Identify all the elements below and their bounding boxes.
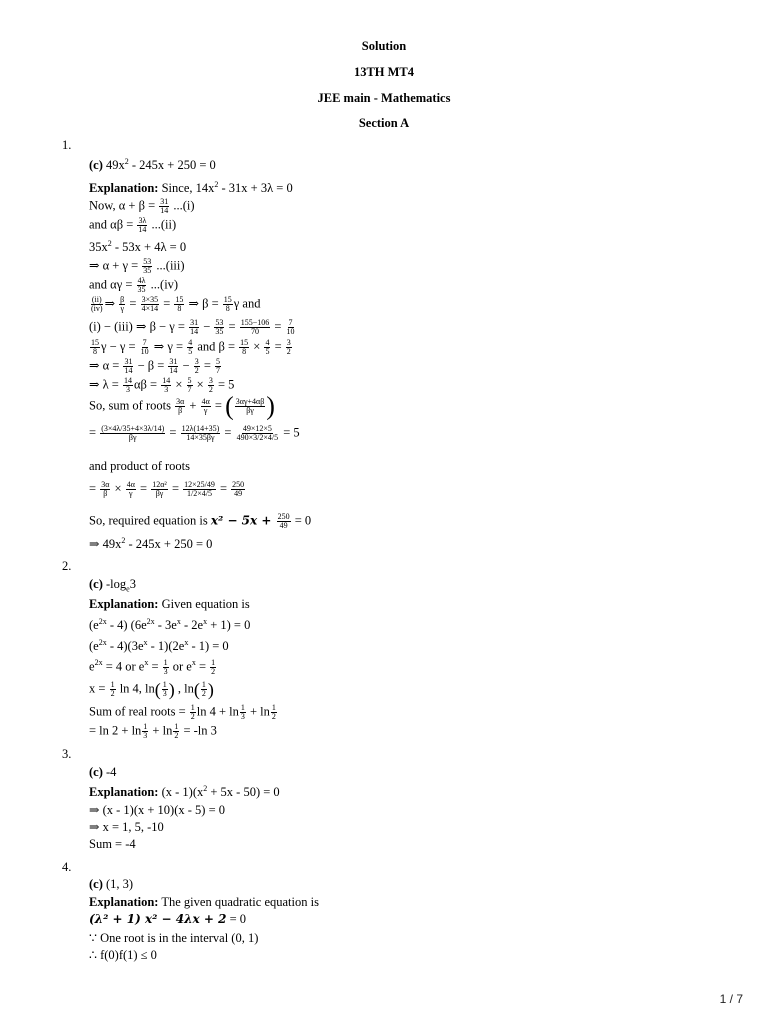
q1-line-and: and αβ = $\frac{3\lambda}{14}$ ...(ii)	[89, 216, 177, 234]
q1-line-product2: = $\frac{3\alpha}{\beta}$ × $\frac{4\alpha}{\gamma}$ = $\frac{\text{12α²}}{\beta\gamma}$ = $\frac{12\times 25/49}{1/2\times 4/5}$ = $\frac{250}{49}$	[89, 480, 245, 498]
q4-line-1: (λ² + 1) x² − 4λx + 2 = 0	[89, 912, 247, 926]
q1-answer: (c) $49x^2 - 245x + 250 = 0$	[89, 156, 216, 172]
q1-eq2: $35x^2 - 53x + 4\lambda = 0$	[89, 238, 187, 254]
q2-line-1: $(e^{2x} - 4)$ $(6e^{2x} - 3e^x - 2e^x + 1) = 0$	[89, 616, 251, 632]
q2-line-3: $e^{2x} = 4$ or $e^x$ = $\frac{1}{3}$ or $e^x$ = $\frac{1}{2}$	[89, 658, 216, 676]
q2-line-4: x = $\frac{1}{2}$ ln 4, ln( $\frac{1}{3}$ ) , ln( $\frac{1}{2}$ )	[89, 679, 214, 700]
page-title: Solution	[361, 39, 407, 53]
q4-line-3: ∴ f(0)f(1) ≤ 0	[89, 948, 157, 962]
q4-explanation: Explanation: The given quadratic equation is	[89, 895, 319, 909]
q3-line-2: ⇒ x = 1, 5, -10	[89, 820, 164, 834]
q1-line-iv: and αγ = $\frac{4\lambda}{35}$ ...(iv)	[89, 276, 179, 294]
q3-answer: (c) -4	[89, 765, 117, 779]
q2-line-6: = ln 2 + ln $\frac{1}{3}$ + ln $\frac{1}{2}$ = -ln 3	[89, 722, 217, 740]
q1-line-product: and product of roots	[89, 459, 191, 473]
q1-line-final: ⇒ $49x^2 - 245x + 250 = 0$	[89, 535, 213, 551]
q2-answer: (c) $-\log_e3$	[89, 577, 136, 594]
q2-line-5: Sum of real roots = $\frac{1}{2}$ ln 4 + ln $\frac{1}{3}$ + ln $\frac{1}{2}$	[89, 703, 276, 721]
q4-answer: (c) (1, 3)	[89, 877, 134, 891]
q1-line-iii: ⇒ α + γ = $\frac{53}{35}$ ...(iii)	[89, 257, 185, 275]
q3-line-3: Sum = -4	[89, 837, 136, 851]
question-number-3: 3.	[62, 747, 72, 761]
q3-explanation: Explanation: $(x - 1)(x^2 + 5x - 50) = 0$	[89, 783, 280, 799]
page-indicator: 1 / 7	[719, 992, 743, 1006]
q2-explanation: Explanation: Given equation is	[89, 597, 250, 611]
q1-line-ratio: $\frac{(ii)}{(iv)}$ ⇒ $\frac{\beta}{\gamma}$ = $\frac{3\times 35}{4\times 14}$ = $\frac{15}{8}$ ⇒ β = $\frac{15}{8}$ γ and	[91, 295, 261, 313]
section-title: Section A	[358, 116, 410, 130]
q1-line-now: Now, α + β = $\frac{31}{14}$ ...(i)	[89, 197, 195, 215]
q1-line-subtract: (i) − (iii) ⇒ β − γ = $\frac{31}{14}$ − $\frac{53}{35}$ = $\frac{155-106}{70}$ = $\frac{7}{10}$	[89, 318, 295, 336]
q1-line-sum: So, sum of roots $\frac{3\alpha}{\beta}$ + $\frac{4\alpha}{\gamma}$ = ( $\frac{3\alpha\gamma+4\alpha\beta}{\beta\gamma}$ )	[89, 391, 275, 421]
q1-line-alpha: ⇒ α = $\frac{31}{14}$ − β = $\frac{31}{14}$ − $\frac{3}{2}$ = $\frac{5}{7}$	[89, 357, 221, 375]
q1-explanation: Explanation: Since, $14x^2 - 31x + 3\lambda = 0$	[89, 179, 293, 195]
q1-line-sum2: = $\frac{(3\times 4\lambda/35+4\times 3\lambda/14)}{\beta\gamma}$ = $\frac{12\lambda(14+35)}{14\times 35\beta\gamma}$ = $\frac{49\times 12\times 5}{490\times 3/2\times 4/5}$ = 5	[89, 424, 300, 442]
q3-line-1: ⇒ (x - 1)(x + 10)(x - 5) = 0	[89, 803, 225, 817]
q2-line-2: $(e^{2x} - 4)(3e^x - 1)(2e^x - 1) = 0$	[89, 637, 229, 653]
question-number-4: 4.	[62, 860, 72, 874]
question-number-2: 2.	[62, 559, 72, 573]
question-number-1: 1.	[62, 138, 72, 152]
q1-line-required: So, required equation is x² − 5x + $\frac{250}{49}$ = 0	[89, 512, 312, 530]
q1-line-lambda: ⇒ λ = $\frac{14}{3}$ αβ = $\frac{14}{3}$ × $\frac{5}{7}$ × $\frac{3}{2}$ = 5	[89, 376, 235, 394]
exam-name: JEE main - Mathematics	[317, 91, 451, 105]
test-code: 13TH MT4	[353, 65, 415, 79]
q1-line-gamma: $\frac{15}{8}$ γ − γ = $\frac{7}{10}$ ⇒ γ = $\frac{4}{5}$ and β = $\frac{15}{8}$ × $\frac{4}{5}$ = $\frac{3}{2}$	[91, 338, 291, 356]
q4-line-2: ∵ One root is in the interval (0, 1)	[89, 931, 259, 945]
